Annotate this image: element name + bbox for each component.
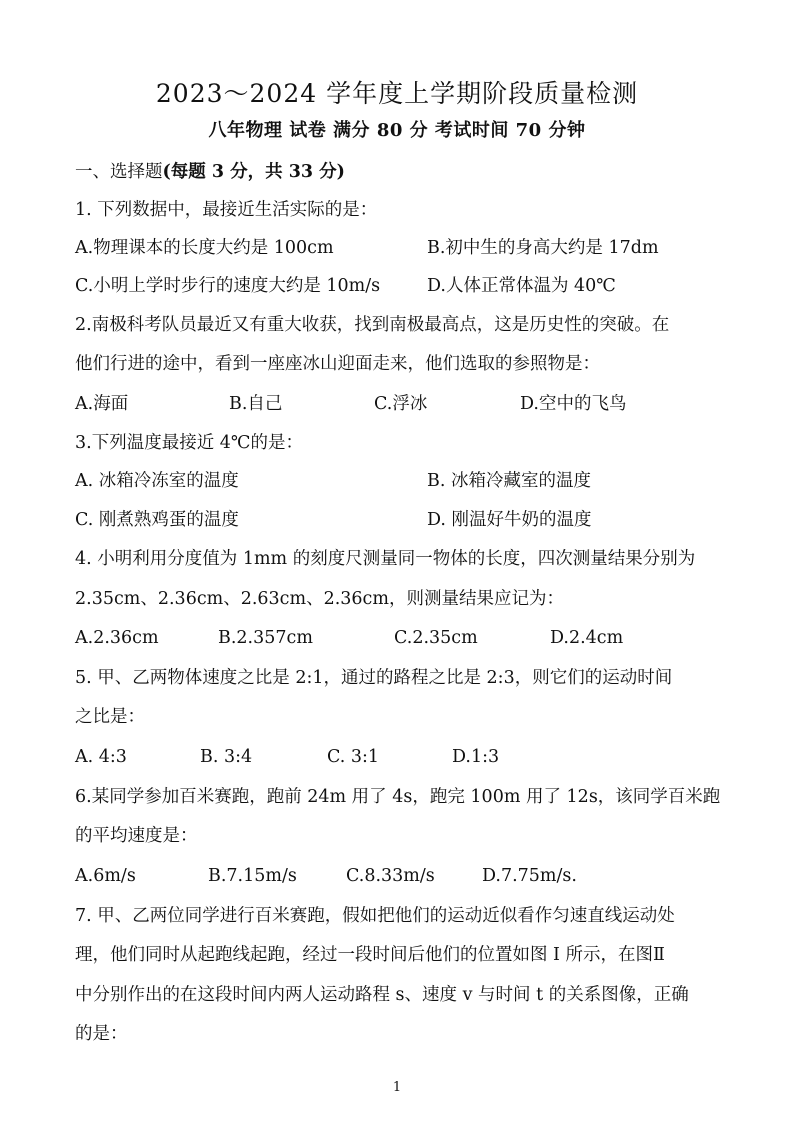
question-1-option-d: D.人体正常体温为 40℃ (427, 276, 616, 296)
question-3-option-a: A. 冰箱冷冻室的温度 (75, 471, 239, 491)
question-5-stem-line-1: 5. 甲、乙两物体速度之比是 2:1，通过的路程之比是 2:3，则它们的运动时间 (75, 668, 673, 688)
question-5-stem-line-2: 之比是： (75, 707, 145, 727)
question-5-option-c: C. 3:1 (327, 747, 380, 767)
question-3-option-b: B. 冰箱冷藏室的温度 (427, 471, 591, 491)
question-4-option-a: A.2.36cm (75, 628, 159, 648)
question-2-option-a: A.海面 (75, 394, 129, 414)
question-5-option-b: B. 3:4 (200, 747, 253, 767)
question-7-stem-line-3: 中分别作出的在这段时间内两人运动路程 s、速度 v 与时间 t 的关系图像，正确 (75, 985, 689, 1005)
question-7-stem-line-1: 7. 甲、乙两位同学进行百米赛跑，假如把他们的运动近似看作匀速直线运动处 (75, 906, 675, 926)
question-2-stem-line-2: 他们行进的途中，看到一座座冰山迎面走来，他们选取的参照物是： (75, 354, 600, 374)
question-2-stem-line-1: 2.南极科考队员最近又有重大收获，找到南极最高点，这是历史性的突破。在 (75, 315, 670, 335)
section-heading-score: (每题 3 分，共 33 分) (162, 162, 345, 182)
question-1-option-b: B.初中生的身高大约是 17dm (427, 238, 659, 258)
question-1-stem: 1. 下列数据中，最接近生活实际的是： (75, 200, 378, 220)
question-5-option-a: A. 4:3 (75, 747, 127, 767)
question-1-option-c: C.小明上学时步行的速度大约是 10m/s (75, 276, 381, 296)
question-6-option-a: A.6m/s (75, 866, 136, 886)
question-7-stem-line-2: 理，他们同时从起跑线起跑，经过一段时间后他们的位置如图 I 所示，在图Ⅱ (75, 945, 665, 965)
question-2-option-d: D.空中的飞鸟 (520, 394, 627, 414)
question-4-option-b: B.2.357cm (218, 628, 313, 648)
question-6-option-d: D.7.75m/s. (482, 866, 577, 886)
question-3-option-c: C. 刚煮熟鸡蛋的温度 (75, 510, 239, 530)
question-4-stem-line-2: 2.35cm、2.36cm、2.63cm、2.36cm，则测量结果应记为： (75, 589, 564, 609)
question-4-stem-line-1: 4. 小明利用分度值为 1mm 的刻度尺测量同一物体的长度，四次测量结果分别为 (75, 549, 696, 569)
question-6-stem-line-1: 6.某同学参加百米赛跑，跑前 24m 用了 4s，跑完 100m 用了 12s，该同学百米跑 (75, 787, 721, 807)
question-3-option-d: D. 刚温好牛奶的温度 (427, 510, 592, 530)
question-4-option-d: D.2.4cm (550, 628, 624, 648)
question-7-stem-line-4: 的是： (75, 1024, 128, 1044)
question-4-option-c: C.2.35cm (394, 628, 478, 648)
exam-title: 2023～2024 学年度上学期阶段质量检测 (155, 79, 639, 108)
question-6-option-c: C.8.33m/s (346, 866, 435, 886)
question-1-option-a: A.物理课本的长度大约是 100cm (75, 238, 334, 258)
section-heading-main: 一、选择题 (75, 162, 163, 182)
section-heading (75, 160, 345, 184)
page-number: 1 (392, 1080, 402, 1095)
question-6-stem-line-2: 的平均速度是： (75, 826, 198, 846)
question-6-option-b: B.7.15m/s (208, 866, 297, 886)
question-3-stem: 3.下列温度最接近 4℃的是： (75, 433, 303, 453)
question-5-option-d: D.1:3 (452, 747, 500, 767)
question-2-option-c: C.浮冰 (374, 394, 428, 414)
question-2-option-b: B.自己 (229, 394, 283, 414)
exam-subtitle: 八年物理 试卷 满分 80 分 考试时间 70 分钟 (208, 120, 586, 141)
